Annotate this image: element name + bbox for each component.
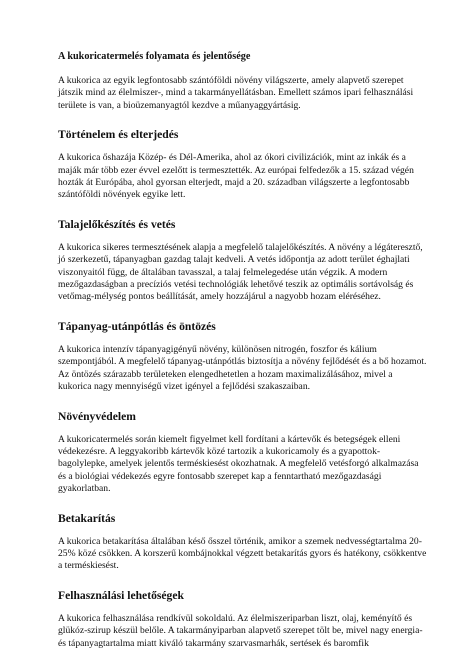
intro-paragraph: A kukorica az egyik legfontosabb szántóföldi növény világszerte, amely alapvető szerepet játszik mind az élelmiszer-, mind a takarmányellátásban. Emellett számos ipari felhasználási területe is van, a bioüzemanyagtól kezdve a műanyaggyártásig. — [58, 75, 414, 111]
section-paragraph: A kukorica őshazája Közép- és Dél-Amerika, ahol az ókori civilizációk, mint az inkák és a maják már több ezer évvel ezelőtt is termesztették. Az európai felfedezők a 15. század végén hozták át Európába, ahol gyorsan elterjedt, majd a 20. században világszerte a legfontosabb szántóföldi növények egyike lett. — [58, 152, 414, 201]
document-title: A kukoricatermelés folyamata és jelentősége — [58, 51, 251, 62]
section-paragraph: A kukoricatermelés során kiemelt figyelmet kell fordítani a kártevők és betegségek elleni védekezésre. A leggyakoribb kártevők közé tartozik a kukoricamoly és a gyapottok-bagolylepke, amelyek jelentős terméskiesést okozhatnak. A megfelelő vetésforgó alkalmazása és a biológiai védekezés egyre fontosabb szerepet kap a fenntartható mezőgazdasági gyakorlatban. — [58, 433, 419, 495]
section-plant-protection — [58, 410, 428, 496]
section-paragraph: A kukorica felhasználása rendkívül sokoldalú. Az élelmiszeriparban liszt, olaj, keményítő és glükóz-szirup készül belőle. A takarmányiparban alapvető szerepet tölt be, mivel nagy energia- és tápanyagtartalma miatt kiváló takarmány szarvasmarhák, sertések és baromfik — [58, 612, 423, 649]
section-history — [58, 128, 428, 202]
section-harvest — [58, 512, 428, 573]
section-heading: Tápanyag-utánpótlás és öntözés — [58, 319, 216, 333]
section-heading: Betakarítás — [58, 511, 116, 525]
section-heading: Növényvédelem — [58, 409, 136, 423]
section-uses — [58, 589, 428, 650]
section-paragraph: A kukorica sikeres termesztésének alapja a megfelelő talajelőkészítés. A növény a légáteresztő, jó szerkezetű, tápanyagban gazdag talajt kedveli. A vetés időpontja az adott terület éghajlati viszonyaitól függ, de általában tavasszal, a talaj felmelegedése után végzik. A modern mezőgazdaságban a precíziós vetési technológiák lehetővé teszik az optimális sortávolság és vetőmag-mélység pontos beállítását, amely hozzájárul a nagyobb hozam eléréséhez. — [58, 241, 423, 303]
section-paragraph: A kukorica betakarítása általában késő ősszel történik, amikor a szemek nedvességtartalma 20-25% közé csökken. A korszerű kombájnokkal végzett betakarítás gyors és hatékony, csökkentve a terméskiesést. — [58, 535, 427, 572]
section-heading: Felhasználási lehetőségek — [58, 588, 184, 602]
section-heading: Talajelőkészítés és vetés — [58, 217, 176, 231]
section-nutrients-irrigation — [58, 320, 428, 394]
section-soil-preparation — [58, 218, 428, 304]
section-heading: Történelem és elterjedés — [58, 128, 179, 142]
section-paragraph: A kukorica intenzív tápanyagigényű növény, különösen nitrogén, foszfor és kálium szempontjából. A megfelelő tápanyag-utánpótlás biztosítja a növény fejlődését és a bő hozamot. Az öntözés szárazabb területeken elengedhetetlen a hozam maximalizálásához, mivel a kukorica nagy mennyiségű vizet igényel a fejlődési szakaszaiban. — [58, 343, 427, 393]
